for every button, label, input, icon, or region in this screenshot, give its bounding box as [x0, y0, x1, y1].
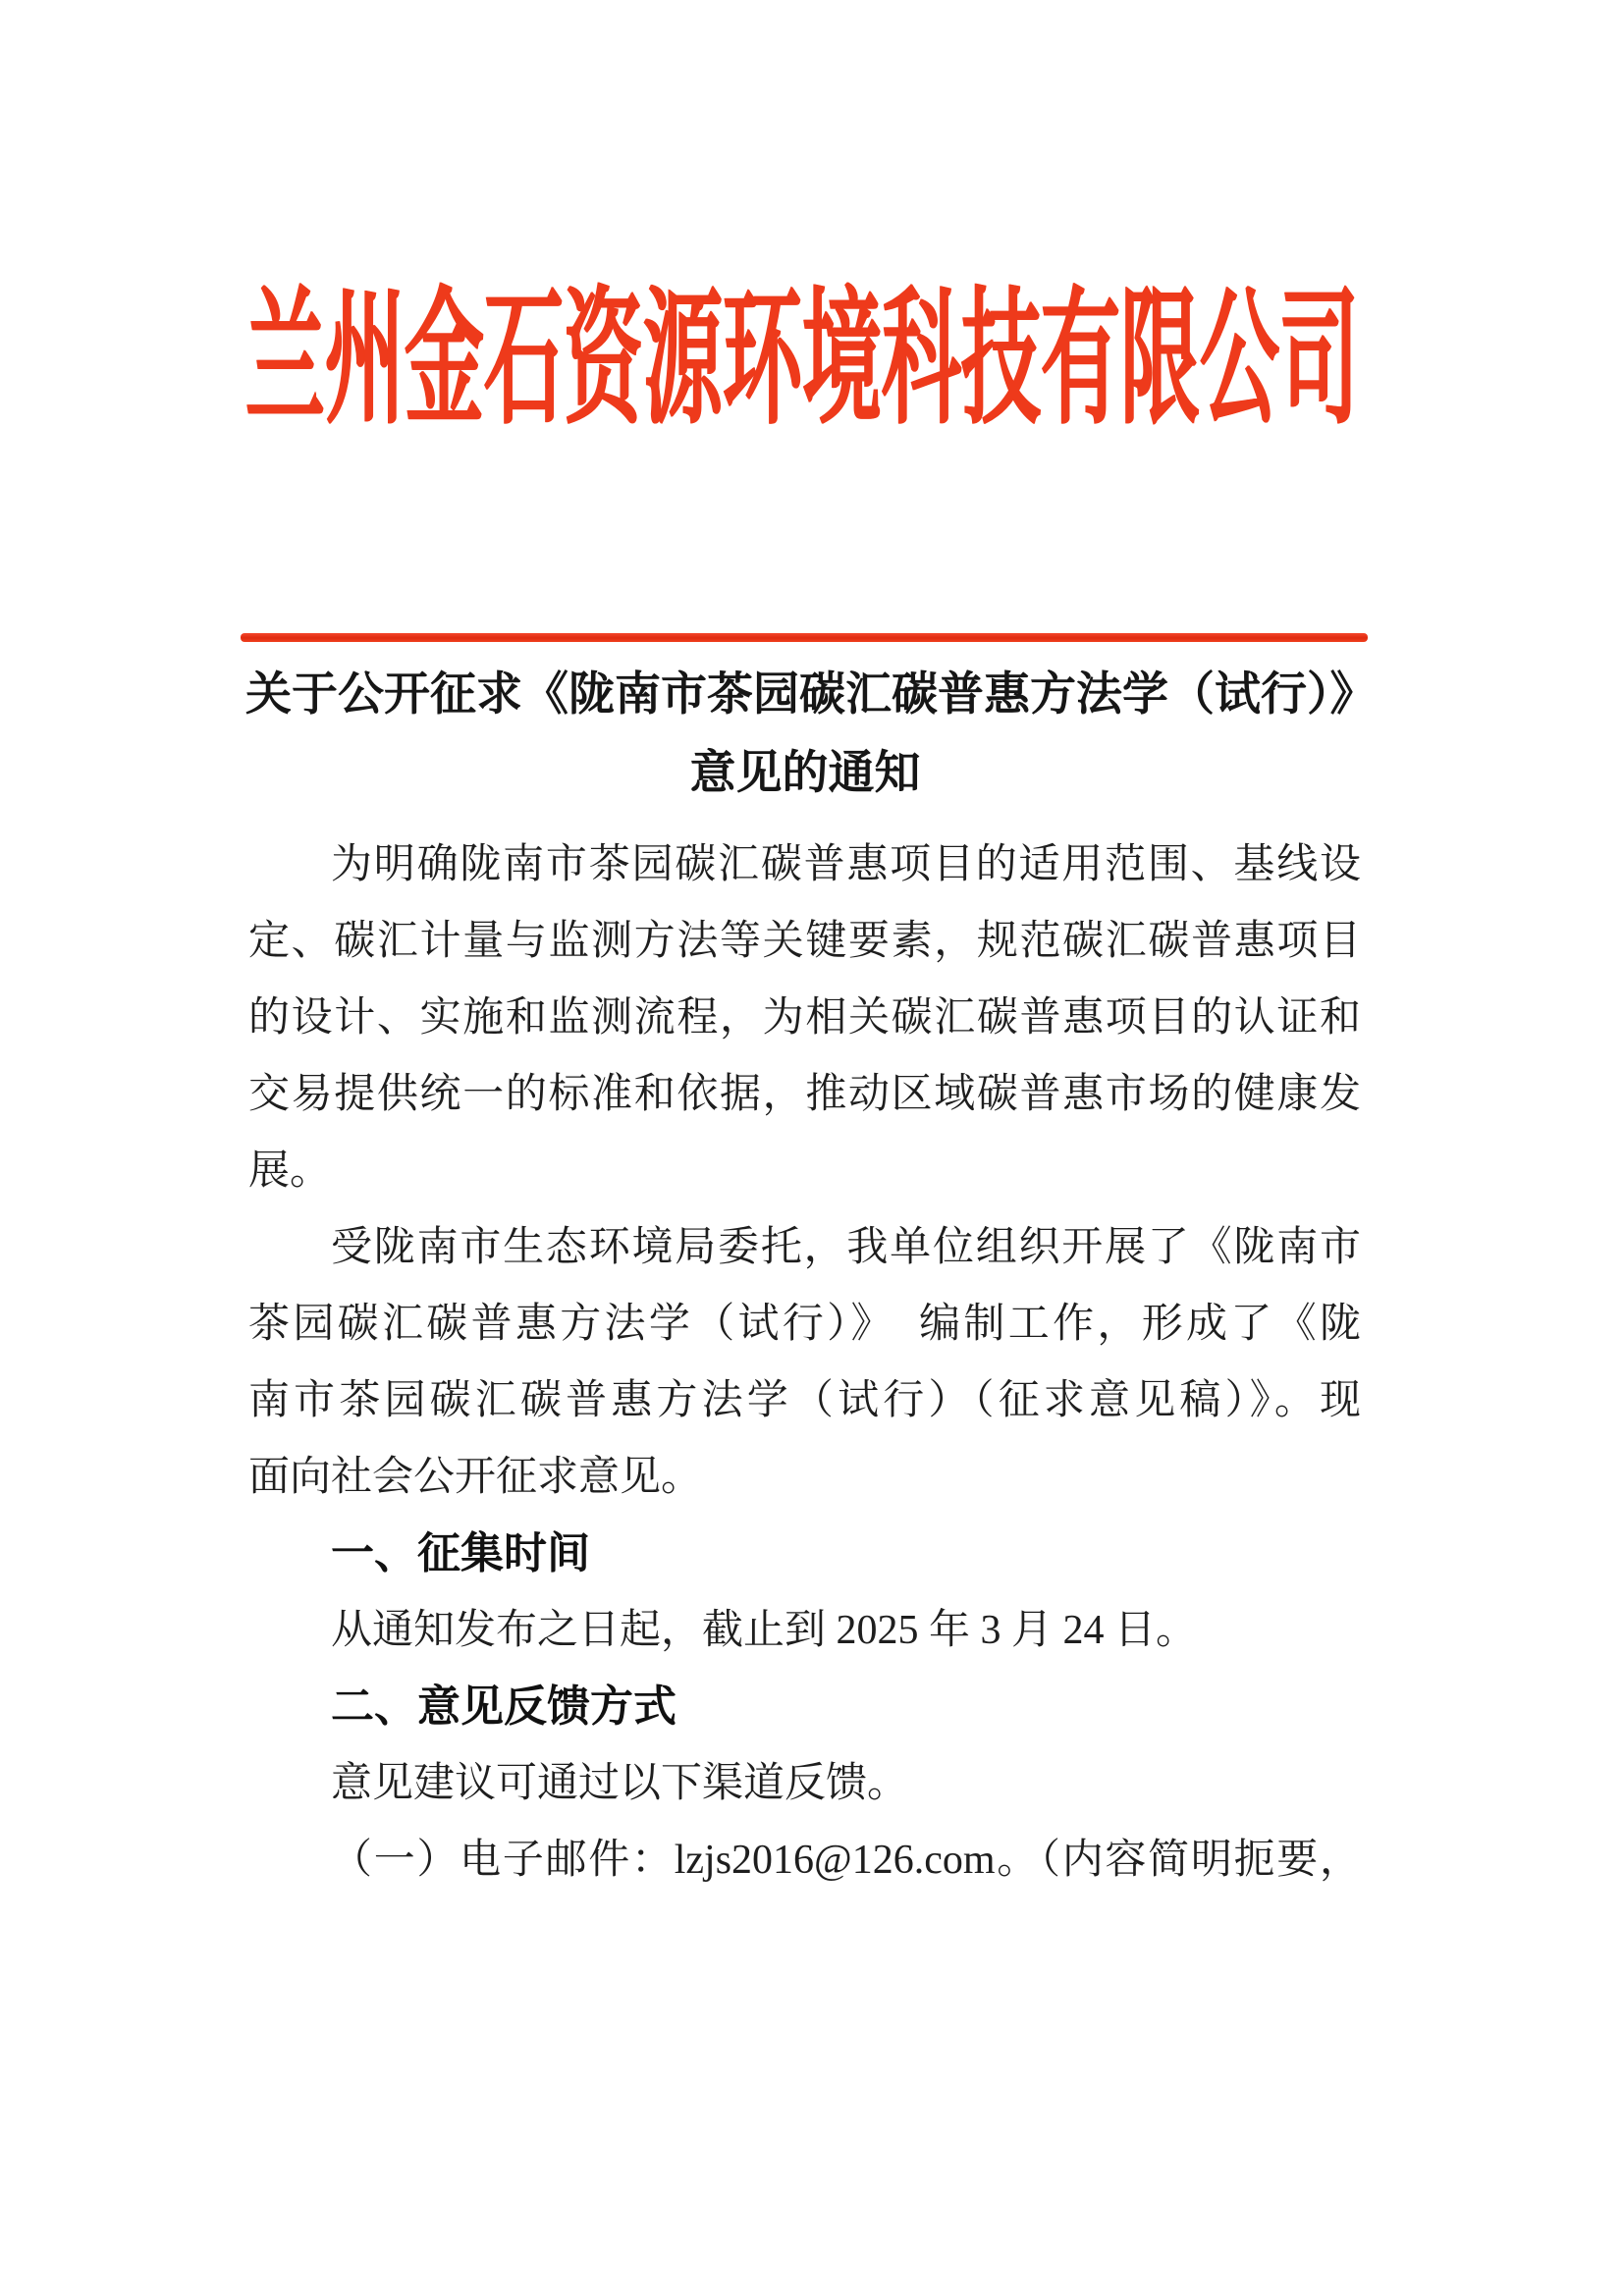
document-title-line-2: 意见的通知 [689, 748, 921, 799]
paragraph1-line5: 展。 [248, 1148, 332, 1194]
section2-body: 意见建议可通过以下渠道反馈。 [331, 1761, 909, 1806]
paragraph1-line4: 交易提供统一的标准和依据，推动区域碳普惠市场的健康发 [248, 1072, 1361, 1117]
document-title [245, 656, 1377, 813]
section2-item1-email-line: （一）电子邮件：lzjs2016@126.com。（内容简明扼要， [331, 1838, 1361, 1883]
paragraph1-line2: 定、碳汇计量与监测方法等关键要素，规范碳汇碳普惠项目 [248, 919, 1361, 964]
section1-heading: 一、征集时间 [331, 1529, 590, 1577]
paragraph1-line3: 的设计、实施和监测流程，为相关碳汇碳普惠项目的认证和 [248, 995, 1361, 1041]
paragraph2-line3: 南市茶园碳汇碳普惠方法学（试行）（征求意见稿）》。现 [248, 1378, 1361, 1423]
section2-heading: 二、意见反馈方式 [331, 1682, 676, 1731]
company-name: 兰州金石资源环境科技有限公司 [244, 272, 1359, 447]
document-title-line-1: 关于公开征求《陇南市茶园碳汇碳普惠方法学（试行）》 [245, 669, 1377, 721]
paragraph2-line1: 受陇南市生态环境局委托，我单位组织开展了《陇南市 [331, 1225, 1361, 1270]
paragraph2-line2: 茶园碳汇碳普惠方法学（试行）》 编制工作，形成了《陇 [248, 1302, 1361, 1347]
letterhead-divider-line [241, 633, 1368, 642]
paragraph1-line1: 为明确陇南市茶园碳汇碳普惠项目的适用范围、基线设 [331, 842, 1361, 887]
section1-body: 从通知发布之日起，截止到 2025 年 3 月 24 日。 [331, 1608, 1198, 1653]
paragraph2-line4: 面向社会公开征求意见。 [248, 1455, 703, 1500]
document-body [248, 827, 1361, 1898]
letterhead [0, 272, 1603, 447]
